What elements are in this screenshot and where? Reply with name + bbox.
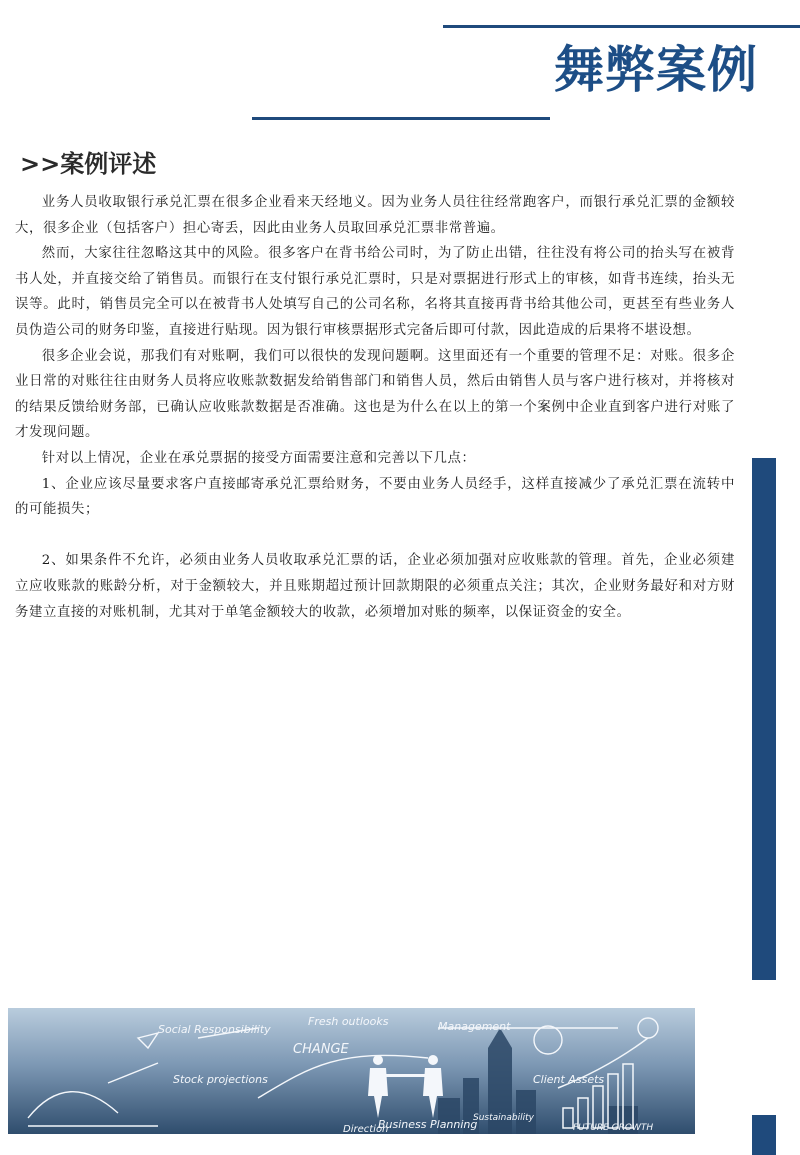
paragraph-6: 2、如果条件不允许，必须由业务人员收取承兑汇票的话，企业必须加强对应收账款的管理。首先，企业必须建立应收账款的账龄分析，对于金额较大，并且账期超过预计回款期限的必须重点关注；其次，企业财务最好和对方财务建立直接的对账机制，尤其对于单笔金额较大的收款，必须增加对账的频率，以保证资金的安全。 [15,553,735,620]
paragraph-5: 1、企业应该尽量要求客户直接邮寄承兑汇票给财务，不要由业务人员经手，这样直接减少了承兑汇票在流转中的可能损失； [15,476,735,518]
banner-illustration [8,1008,695,1134]
page-title: 舞弊案例 [554,41,758,99]
corner-accent-block [752,1115,776,1155]
side-accent-bar [752,458,776,980]
banner-word-sustainability: Sustainability [473,1113,534,1123]
header-top-rule [443,25,800,28]
banner-word-client-assets: Client Assets [533,1073,605,1086]
banner-word-stock-projections: Stock projections [173,1073,268,1086]
banner-word-change: CHANGE [293,1042,349,1057]
banner-word-direction: Direction [343,1124,389,1134]
banner-word-business-planning: Business Planning [378,1118,478,1131]
banner-word-social: Social Responsibility [158,1023,271,1036]
business-sketch-banner [8,1008,695,1134]
title-underline-rule [252,117,550,120]
paragraph-1: 业务人员收取银行承兑汇票在很多企业看来天经地义。因为业务人员往往经常跑客户，而银行承兑汇票的金额较大，很多企业（包括客户）担心寄丢，因此由业务人员取回承兑汇票非常普遍。 [15,195,735,236]
section-heading: >>案例评述 [20,150,157,178]
paragraph-spacer [15,523,735,549]
banner-word-future-growth: FUTURE GROWTH [573,1123,654,1133]
paragraph-4: 针对以上情况，企业在承兑票据的接受方面需要注意和完善以下几点： [41,450,476,466]
paragraph-2: 然而，大家往往忽略这其中的风险。很多客户在背书给公司时，为了防止出错，往往没有将公司的抬头写在被背书人处，并直接交给了销售员。而银行在支付银行承兑汇票时，只是对票据进行形式上的审核，如背书连续，抬头无误等。此时，销售员完全可以在被背书人处填写自己的公司名称，名将其直接再背书给其他公司，更甚至有些业务人员伪造公司的财务印鉴，直接进行贴现。因为银行审核票据形式完备后即可付款，因此造成的后果将不堪设想。 [15,246,735,338]
paragraph-3: 很多企业会说，那我们有对账啊，我们可以很快的发现问题啊。这里面还有一个重要的管理不足：对账。很多企业日常的对账往往由财务人员将应收账款数据发给销售部门和销售人员，然后由销售人员与客户进行核对，并将核对的结果反馈给财务部，已确认应收账款数据是否准确。这也是为什么在以上的第一个案例中企业直到客户进行对账了才发现问题。 [15,348,735,441]
banner-word-fresh-outlooks: Fresh outlooks [308,1015,389,1028]
banner-word-management: Management [438,1020,511,1033]
article-body [15,190,735,625]
